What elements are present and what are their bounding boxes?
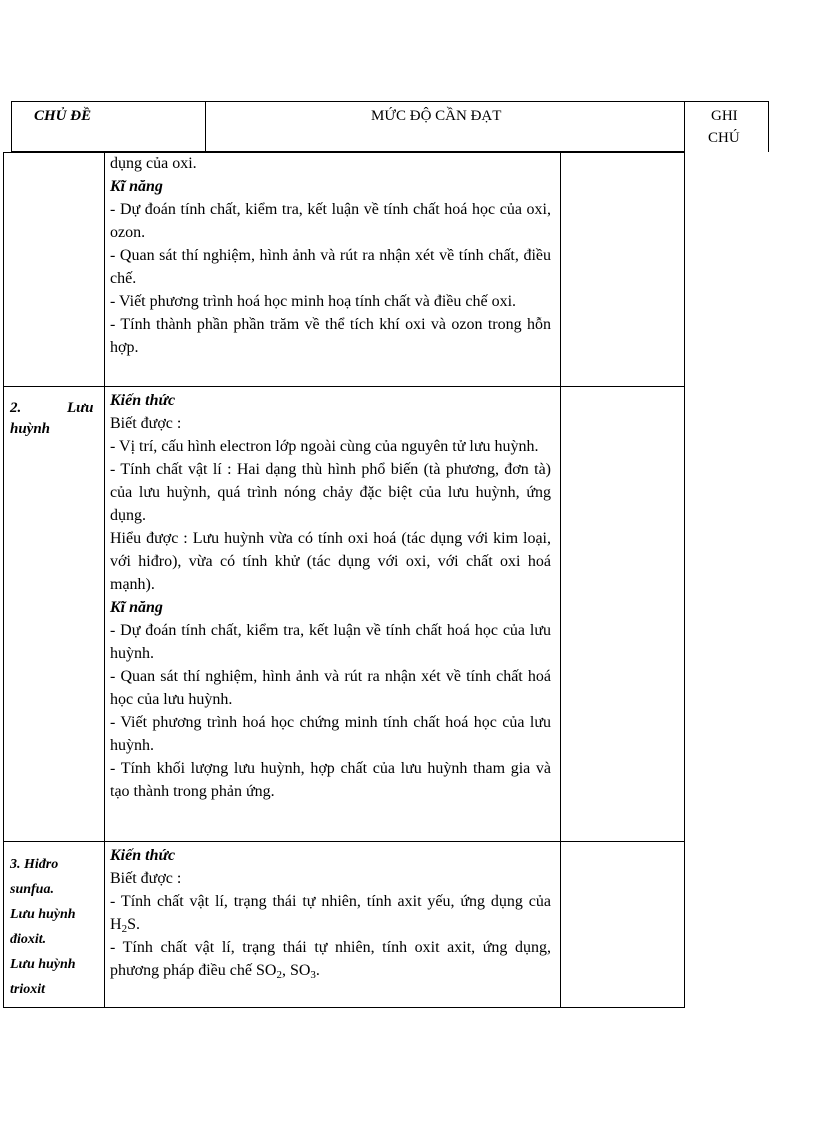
header-divider-1	[205, 101, 206, 152]
row3-text: .	[315, 962, 320, 979]
row3-item-h2s	[110, 890, 551, 936]
row3-topic-line: 3. Hiđro	[10, 857, 59, 872]
row1-item: - Viết phương trình hoá học minh hoạ tính chất và điều chế oxi.	[110, 293, 517, 310]
row2-topic-number: 2.	[10, 400, 22, 416]
row3-text: , SO	[281, 962, 311, 979]
row3-subscript: 2	[121, 923, 128, 935]
header-divider-2	[684, 101, 685, 152]
body-right-border	[684, 152, 685, 1008]
row3-line: Biết được :	[110, 870, 182, 887]
row1-item: - Quan sát thí nghiệm, hình ảnh và rút ra nhận xét về tính chất, điều chế.	[110, 247, 551, 287]
row1-item: - Tính thành phần phần trăm về thể tích khí oxi và ozon trong hỗn hợp.	[110, 316, 551, 356]
row3-subscript: 3	[310, 969, 316, 981]
header-right-border	[768, 101, 769, 152]
row2-item: - Vị trí, cấu hình electron lớp ngoài cùng của nguyên tử lưu huỳnh.	[110, 438, 539, 455]
row2-topic-word1: Lưu	[67, 400, 94, 416]
row-separator-2	[3, 841, 685, 842]
body-divider-1	[104, 152, 105, 1008]
row3-subscript: 2	[276, 969, 282, 981]
body-divider-2	[560, 152, 561, 1008]
row3-item-so2-so3	[110, 936, 551, 982]
row2-content	[110, 389, 551, 803]
header-top-border	[11, 101, 768, 102]
row1-item: - Dự đoán tính chất, kiểm tra, kết luận về tính chất hoá học của oxi, ozon.	[110, 201, 551, 241]
row3-topic-line: Lưu huỳnh	[10, 907, 76, 922]
row2-item: - Quan sát thí nghiệm, hình ảnh và rút ra nhận xét về tính chất hoá học của lưu huỳnh.	[110, 668, 551, 708]
row3-topic	[10, 852, 76, 1002]
row2-item: - Dự đoán tính chất, kiểm tra, kết luận về tính chất hoá học của lưu huỳnh.	[110, 622, 551, 662]
body-bottom-border	[3, 1007, 685, 1008]
header-topic: CHỦ ĐỀ	[34, 108, 92, 124]
row2-item: - Viết phương trình hoá học chứng minh tính chất hoá học của lưu huỳnh.	[110, 714, 551, 754]
row3-topic-line: trioxit	[10, 982, 46, 997]
row2-heading-knowledge: Kiến thức	[110, 392, 176, 409]
body-left-border	[3, 152, 4, 1008]
row2-line: Biết được :	[110, 415, 182, 432]
row2-item: Hiểu được : Lưu huỳnh vừa có tính oxi hoá (tác dụng với kim loại, với hiđro), vừa có tính khử (tác dụng với oxi, với chất oxi hoá mạnh).	[110, 530, 551, 593]
row3-content	[110, 844, 551, 982]
row-separator-1	[3, 386, 685, 387]
row3-topic-line: sunfua.	[10, 882, 54, 897]
row3-heading-knowledge: Kiến thức	[110, 847, 176, 864]
row2-topic-word2: huỳnh	[10, 421, 51, 437]
row3-text: - Tính chất vật lí, trạng thái tự nhiên, tính oxit axit, ứng dụng, phương pháp điều chế SO	[110, 939, 551, 979]
header-note-line1: GHI	[711, 108, 738, 124]
row3-topic-line: đioxit.	[10, 932, 47, 947]
header-left-border	[11, 101, 12, 152]
row3-text: - Tính chất vật lí, trạng thái tự nhiên, tính axit yếu, ứng dụng của H	[110, 893, 551, 933]
row2-item: - Tính khối lượng lưu huỳnh, hợp chất của lưu huỳnh tham gia và tạo thành trong phản ứng.	[110, 760, 551, 800]
row1-line: dụng của oxi.	[110, 155, 197, 172]
header-note-line2: CHÚ	[708, 130, 740, 146]
row3-topic-line: Lưu huỳnh	[10, 957, 76, 972]
row1-heading-skills: Kĩ năng	[110, 178, 163, 195]
row2-heading-skills: Kĩ năng	[110, 599, 163, 616]
row3-text: S.	[127, 916, 140, 933]
header-level: MỨC ĐỘ CẦN ĐẠT	[371, 108, 502, 124]
row1-content	[110, 152, 551, 359]
row2-item: - Tính chất vật lí : Hai dạng thù hình phổ biến (tà phương, đơn tà) của lưu huỳnh, quá trình nóng chảy đặc biệt của lưu huỳnh, ứng dụng.	[110, 461, 551, 524]
